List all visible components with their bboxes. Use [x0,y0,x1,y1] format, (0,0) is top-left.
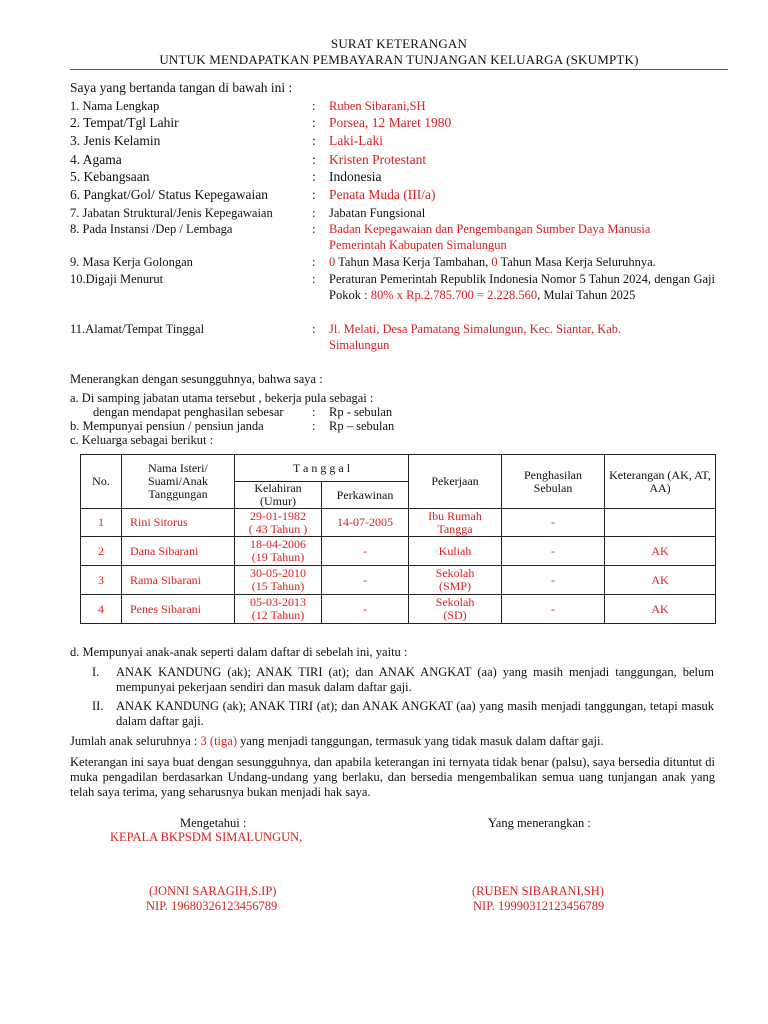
masa-kerja-text-1: Tahun Masa Kerja Tambahan, [335,255,492,269]
cell-kerja-1: Ibu Rumah [428,508,482,523]
family-table [80,454,716,624]
item-d: d. Mempunyai anak-anak seperti dalam daftar di sebelah ini, yaitu : [70,645,408,659]
cell-lahir-age: ( 43 Tahun ) [248,521,308,536]
masa-kerja-seluruhnya: 0 [491,255,498,269]
field-colon: : [312,115,316,130]
sign-left-nip: NIP. 19680326123456789 [146,899,278,913]
jumlah-label: Jumlah anak seluruhnya : [70,734,201,748]
jumlah-anak [70,734,715,749]
field-value: Kristen Protestant [329,152,427,167]
cell-name: Rini Sitorus [122,509,235,537]
field-label: 7. Jabatan Struktural/Jenis Kepegawaian [70,206,273,220]
cell-no: 2 [81,537,122,566]
cell-kelahiran [235,595,322,624]
sign-right-label: Yang menerangkan : [488,816,591,830]
table-header-row [81,455,716,482]
cell-name: Penes Sibarani [122,595,235,624]
roman-2-text: ANAK KANDUNG (ak); ANAK TIRI (at); dan ANAK ANGKAT (aa) yang masih menjadi tanggungan, tetapi masuk dalam daftar gaji. [116,699,714,728]
item-a-colon: : [312,405,316,419]
sign-left-office: KEPALA BKPSDM SIMALUNGUN, [110,830,303,844]
sign-left-name: (JONNI SARAGIH,S.IP) [149,884,277,898]
item-a-label: dengan mendapat penghasilan sebesar [93,405,284,419]
field-label: 6. Pangkat/Gol/ Status Kepegawaian [70,187,268,202]
field-colon: : [312,222,316,236]
intro-text: Saya yang bertanda tangan di bawah ini : [70,80,293,95]
cell-no: 3 [81,566,122,595]
item-b-colon: : [312,419,316,433]
cell-kerja-2: (SMP) [438,579,471,593]
cell-keterangan: AK [605,566,716,595]
cell-pekerjaan [409,566,502,595]
field-colon: : [312,169,316,184]
header-name: Nama Isteri/ Suami/Anak Tanggungan [122,455,235,509]
cell-kelahiran [235,509,322,537]
cell-pekerjaan [409,595,502,624]
field-label: 8. Pada Instansi /Dep / Lembaga [70,222,233,236]
field-label: 9. Masa Kerja Golongan [70,255,193,269]
cell-perkawinan: 14-07-2005 [322,509,409,537]
field-value: Penata Muda (III/a) [329,187,436,202]
declare-text: Menerangkan dengan sesungguhnya, bahwa saya : [70,372,323,386]
sign-right-name: (RUBEN SIBARANI,SH) [472,884,604,898]
field-label: 10.Digaji Menurut [70,272,164,286]
roman-2-number: II. [92,699,104,713]
roman-1-number: I. [92,665,100,679]
cell-name: Rama Sibarani [122,566,235,595]
field-value [329,254,719,270]
cell-kerja-1: Sekolah [435,566,475,580]
field-value: Laki-Laki [329,133,383,148]
cell-penghasilan: - [502,509,605,537]
table-row [81,595,716,624]
cell-lahir-date: 18-04-2006 [250,537,306,551]
item-a-line1: a. Di samping jabatan utama tersebut , bekerja pula sebagai : [70,391,374,405]
cell-name: Dana Sibarani [122,537,235,566]
header-perkawinan: Perkawinan [322,482,409,509]
cell-lahir-age: (19 Tahun) [251,550,305,564]
header-keterangan: Keterangan (AK, AT, AA) [605,455,716,509]
cell-keterangan: AK [605,595,716,624]
cell-penghasilan: - [502,595,605,624]
table-row [81,509,716,537]
field-label: 1. Nama Lengkap [70,99,160,113]
cell-kelahiran [235,566,322,595]
header-tanggal: T a n g g a l [235,455,409,482]
field-label: 11.Alamat/Tempat Tinggal [70,322,205,336]
jumlah-text: yang menjadi tanggungan, termasuk yang tidak masuk dalam daftar gaji. [236,734,604,748]
sign-right-nip: NIP. 19990312123456789 [473,899,605,913]
cell-kerja-2: Tangga [437,521,473,536]
title-line-1: SURAT KETERANGAN [330,36,468,51]
jumlah-value: 3 (tiga) [200,734,237,748]
cell-penghasilan: - [502,566,605,595]
roman-1-text: ANAK KANDUNG (ak); ANAK TIRI (at); dan ANAK ANGKAT (aa) yang masih menjadi tanggungan, belum mempunyai pekerjaan sendiri dan masuk dalam daftar gaji. [116,665,714,694]
cell-perkawinan: - [322,566,409,595]
title-divider [70,69,728,70]
sign-left-label: Mengetahui : [180,816,247,830]
masa-kerja-text-2: Tahun Masa Kerja Seluruhnya. [497,255,656,269]
field-colon: : [312,187,316,202]
cell-lahir-age: (12 Tahun) [251,608,305,622]
cell-pekerjaan [409,509,502,537]
field-label: 3. Jenis Kelamin [70,133,161,148]
header-no: No. [81,455,122,509]
cell-perkawinan: - [322,537,409,566]
cell-no: 4 [81,595,122,624]
cell-kerja-1: Sekolah [435,595,475,609]
item-b-value: Rp – sebulan [329,419,395,433]
field-colon: : [312,206,316,220]
field-colon: : [312,255,316,269]
header-pekerjaan: Pekerjaan [409,455,502,509]
cell-penghasilan: - [502,537,605,566]
field-label: 4. Agama [70,152,122,167]
digaji-text: Peraturan Pemerintah Republik Indonesia Nomor 5 Tahun 2024, dengan Gaji Pokok : [329,272,715,302]
cell-kelahiran [235,537,322,566]
field-colon: : [312,99,316,113]
table-row [81,566,716,595]
field-colon: : [312,322,316,336]
cell-keterangan [605,509,716,537]
cell-lahir-date: 29-01-1982 [250,508,306,523]
document-title [70,36,728,68]
field-colon: : [312,133,316,148]
cell-kerja-1: Kuliah [438,543,472,558]
cell-lahir-date: 30-05-2010 [250,566,306,580]
gaji-pokok-value: 80% x Rp.2.785.700 = 2.228.560 [370,288,538,302]
cell-no: 1 [81,509,122,537]
cell-pekerjaan [409,537,502,566]
table-row [81,537,716,566]
field-label: 2. Tempat/Tgl Lahir [70,115,179,130]
cell-kerja-2: (SD) [443,608,467,622]
item-c: c. Keluarga sebagai berikut : [70,433,214,447]
field-value: Badan Kepegawaian dan Pengembangan Sumber Daya Manusia Pemerintah Kabupaten Simalungun [329,222,651,252]
field-value: Ruben Sibarani,SH [329,99,426,113]
field-value: Jabatan Fungsional [329,206,426,220]
digaji-mulai: , Mulai Tahun 2025 [537,288,636,302]
field-colon: : [312,272,316,286]
closing-statement: Keterangan ini saya buat dengan sesungguhnya, dan apabila keterangan ini ternyata tidak benar (palsu), saya bersedia dituntut di muka pengadilan berdasarkan Undang-undang yang berlaku, dan bersedia mengembalikan semua uang tunjangan anak yang telah saya terima, yang seharusnya bukan menjadi hak saya. [70,755,715,799]
cell-perkawinan: - [322,595,409,624]
field-value: Jl. Melati, Desa Pamatang Simalungun, Kec. Siantar, Kab. Simalungun [329,322,622,352]
field-value: Indonesia [329,169,382,184]
cell-lahir-date: 05-03-2013 [250,595,306,609]
masa-kerja-tambahan: 0 [329,255,336,269]
field-label: 5. Kebangsaan [70,169,150,184]
item-a-value: Rp - sebulan [329,405,393,419]
field-colon: : [312,152,316,167]
cell-lahir-age: (15 Tahun) [251,579,305,593]
header-penghasilan: Penghasilan Sebulan [502,455,605,509]
header-kelahiran: Kelahiran (Umur) [235,482,322,509]
item-b-label: b. Mempunyai pensiun / pensiun janda [70,419,264,433]
cell-keterangan: AK [605,537,716,566]
field-value [329,271,715,303]
field-value: Porsea, 12 Maret 1980 [329,115,452,130]
title-line-2: UNTUK MENDAPATKAN PEMBAYARAN TUNJANGAN KELUARGA (SKUMPTK) [159,52,639,67]
